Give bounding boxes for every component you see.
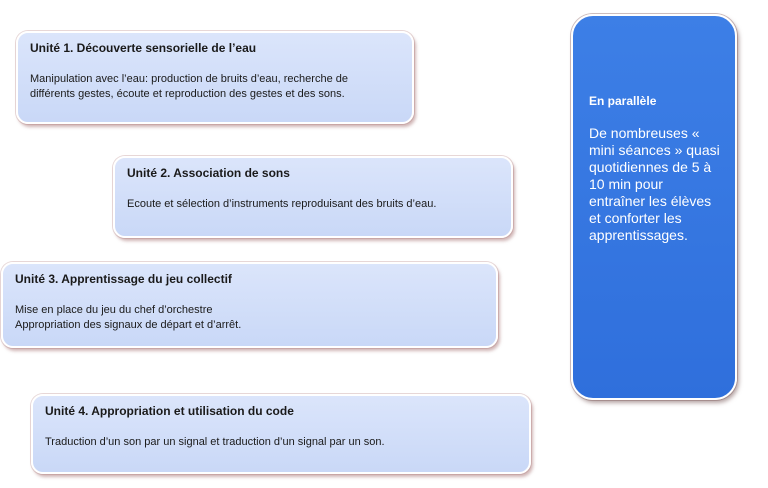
unit-2-line-1: Ecoute et sélection d’instruments reproduisant des bruits d’eau.	[127, 198, 437, 210]
unit-2-box	[113, 156, 513, 238]
unit-3-line-1: Mise en place du jeu du chef d’orchestre	[15, 304, 213, 316]
unit-3-title: Unité 3. Apprentissage du jeu collectif	[15, 272, 232, 286]
unit-2-title: Unité 2. Association de sons	[127, 166, 290, 180]
unit-1-line-1: Manipulation avec l’eau: production de bruits d’eau, recherche de	[30, 73, 348, 85]
parallel-panel-body: De nombreuses « mini séances » quasi quotidiennes de 5 à 10 min pour entraîner les élèves et conforter les apprentissages.	[589, 125, 720, 243]
unit-1-box	[16, 31, 414, 124]
unit-4-line-1: Traduction d’un son par un signal et traduction d’un signal par un son.	[45, 436, 385, 448]
unit-3-line-2: Appropriation des signaux de départ et d’arrêt.	[15, 319, 242, 331]
unit-2-description	[127, 197, 499, 212]
unit-1-line-2: différents gestes, écoute et reproduction des gestes et des sons.	[30, 88, 345, 100]
unit-1-description	[30, 72, 400, 102]
parallel-panel	[571, 14, 737, 400]
unit-1-title: Unité 1. Découverte sensorielle de l’eau	[30, 41, 257, 55]
unit-4-description	[45, 435, 517, 450]
unit-4-title: Unité 4. Appropriation et utilisation du code	[45, 404, 294, 418]
unit-3-description	[15, 303, 484, 333]
unit-3-box	[1, 262, 498, 348]
parallel-panel-title: En parallèle	[589, 94, 657, 108]
unit-4-box	[31, 394, 531, 474]
